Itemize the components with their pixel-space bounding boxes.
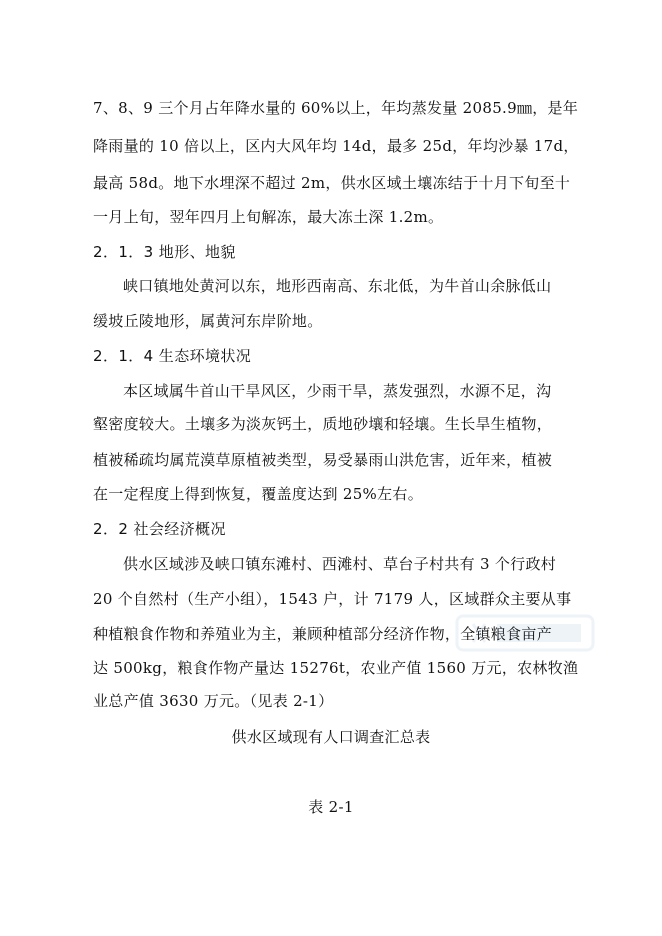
economy-line-2: 20 个自然村（生产小组），1543 户，计 7179 人，区域群众主要从事 bbox=[93, 590, 572, 608]
climate-line-4: 一月上旬，翌年四月上旬解冻，最大冻土深 1.2m。 bbox=[93, 208, 444, 226]
ecology-line-4: 在一定程度上得到恢复，覆盖度达到 25%左右。 bbox=[93, 485, 424, 503]
ecology-line-1: 本区域属牛首山干旱风区，少雨干旱，蒸发强烈，水源不足，沟 bbox=[123, 382, 552, 400]
terrain-line-1: 峡口镇地处黄河以东，地形西南高、东北低，为牛首山余脉低山 bbox=[123, 277, 552, 295]
climate-line-1: 7、8、9 三个月占年降水量的 60%以上，年均蒸发量 2085.9㎜，是年 bbox=[93, 99, 579, 117]
economy-line-3: 种植粮食作物和养殖业为主，兼顾种植部分经济作物，全镇粮食亩产 bbox=[93, 625, 553, 643]
table-title: 供水区域现有人口调查汇总表 bbox=[231, 728, 431, 746]
economy-line-4: 达 500kg，粮食作物产量达 15276t，农业产值 1560 万元，农林牧渔 bbox=[93, 659, 579, 677]
table-number: 表 2-1 bbox=[308, 798, 354, 816]
climate-line-3: 最高 58d。地下水埋深不超过 2m，供水区域土壤冻结于十月下旬至十 bbox=[93, 174, 571, 192]
economy-line-5: 业总产值 3630 万元。（见表 2-1） bbox=[93, 692, 334, 710]
economy-line-1: 供水区域涉及峡口镇东滩村、西滩村、草台子村共有 3 个行政村 bbox=[123, 555, 557, 573]
terrain-line-2: 缓坡丘陵地形，属黄河东岸阶地。 bbox=[93, 312, 323, 330]
heading-ecology: 2．1．4 生态环境状况 bbox=[93, 347, 252, 365]
heading-terrain: 2．1．3 地形、地貌 bbox=[93, 243, 236, 261]
heading-economy: 2．2 社会经济概况 bbox=[93, 520, 226, 538]
ecology-line-2: 壑密度较大。土壤多为淡灰钙土，质地砂壤和轻壤。生长旱生植物， bbox=[93, 415, 553, 433]
watermark-logo bbox=[455, 610, 595, 656]
ecology-line-3: 植被稀疏均属荒漠草原植被类型，易受暴雨山洪危害，近年来，植被 bbox=[93, 451, 553, 469]
climate-line-2: 降雨量的 10 倍以上，区内大风年均 14d，最多 25d，年均沙暴 17d， bbox=[93, 137, 579, 155]
